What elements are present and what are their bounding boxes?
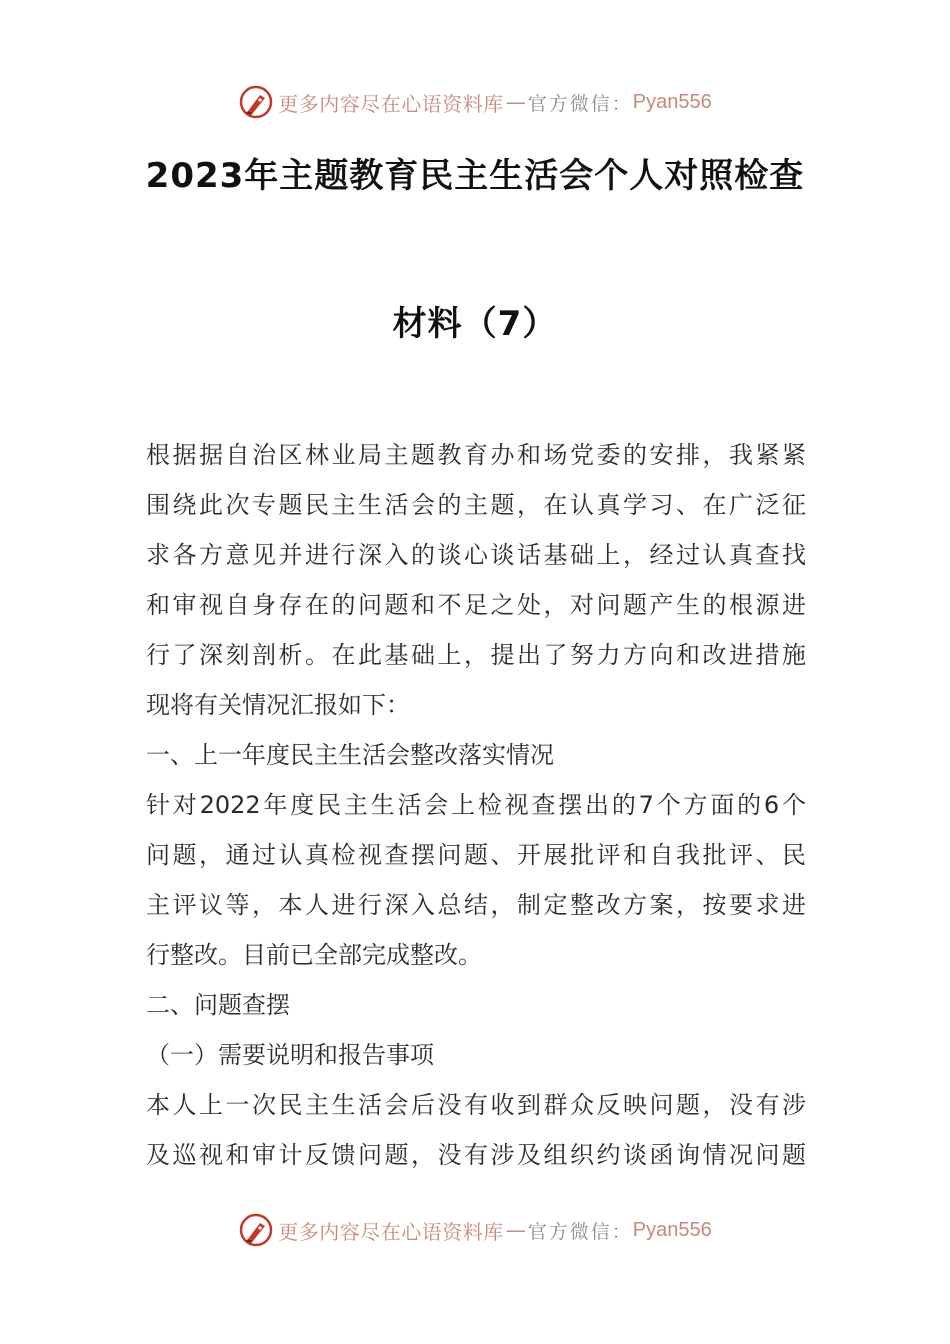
body-line: 主评议等，本人进行深入总结，制定整改方案，按要求进 [146, 891, 806, 919]
wechat-label: 官方微信： [527, 1220, 633, 1243]
pen-nib-logo-icon [238, 1212, 274, 1248]
header-banner [0, 80, 950, 124]
promo-text: 更多内容尽在心语资料库 [278, 1219, 504, 1244]
body-line: 求各方意见并进行深入的谈心谈话基础上，经过认真查找 [146, 541, 806, 569]
document-title-line-2: 材料（7） [392, 304, 558, 344]
separator: — [505, 90, 526, 114]
promo-text: 更多内容尽在心语资料库 [278, 91, 504, 116]
footer-banner [0, 1208, 950, 1252]
document-body [146, 430, 806, 1180]
separator: — [505, 1218, 526, 1242]
section-heading: 二、问题查摆 [146, 991, 290, 1019]
wechat-label: 官方微信： [527, 92, 633, 115]
body-line: 和审视自身存在的问题和不足之处，对问题产生的根源进 [146, 591, 806, 619]
body-line: 问题，通过认真检视查摆问题、开展批评和自我批评、民 [146, 841, 806, 869]
subsection-heading: （一）需要说明和报告事项 [146, 1041, 434, 1069]
pen-nib-logo-icon [238, 84, 274, 120]
body-line: 本人上一次民主生活会后没有收到群众反映问题，没有涉 [146, 1091, 806, 1119]
wechat-id: Pyan556 [632, 90, 712, 113]
section-heading: 一、上一年度民主生活会整改落实情况 [146, 741, 554, 769]
document-title-line-1: 2023年主题教育民主生活会个人对照检查 [145, 156, 805, 196]
body-line: 针对2022年度民主生活会上检视查摆出的7个方面的6个 [146, 791, 806, 819]
body-line: 根据据自治区林业局主题教育办和场党委的安排，我紧紧 [146, 441, 806, 469]
body-line: 围绕此次专题民主生活会的主题，在认真学习、在广泛征 [146, 491, 806, 519]
wechat-id: Pyan556 [632, 1218, 712, 1241]
body-line: 行整改。目前已全部完成整改。 [146, 941, 482, 969]
body-line: 及巡视和审计反馈问题，没有涉及组织约谈函询情况问题 [146, 1141, 806, 1169]
body-line: 现将有关情况汇报如下： [146, 691, 410, 719]
body-line: 行了深刻剖析。在此基础上，提出了努力方向和改进措施 [146, 641, 806, 669]
